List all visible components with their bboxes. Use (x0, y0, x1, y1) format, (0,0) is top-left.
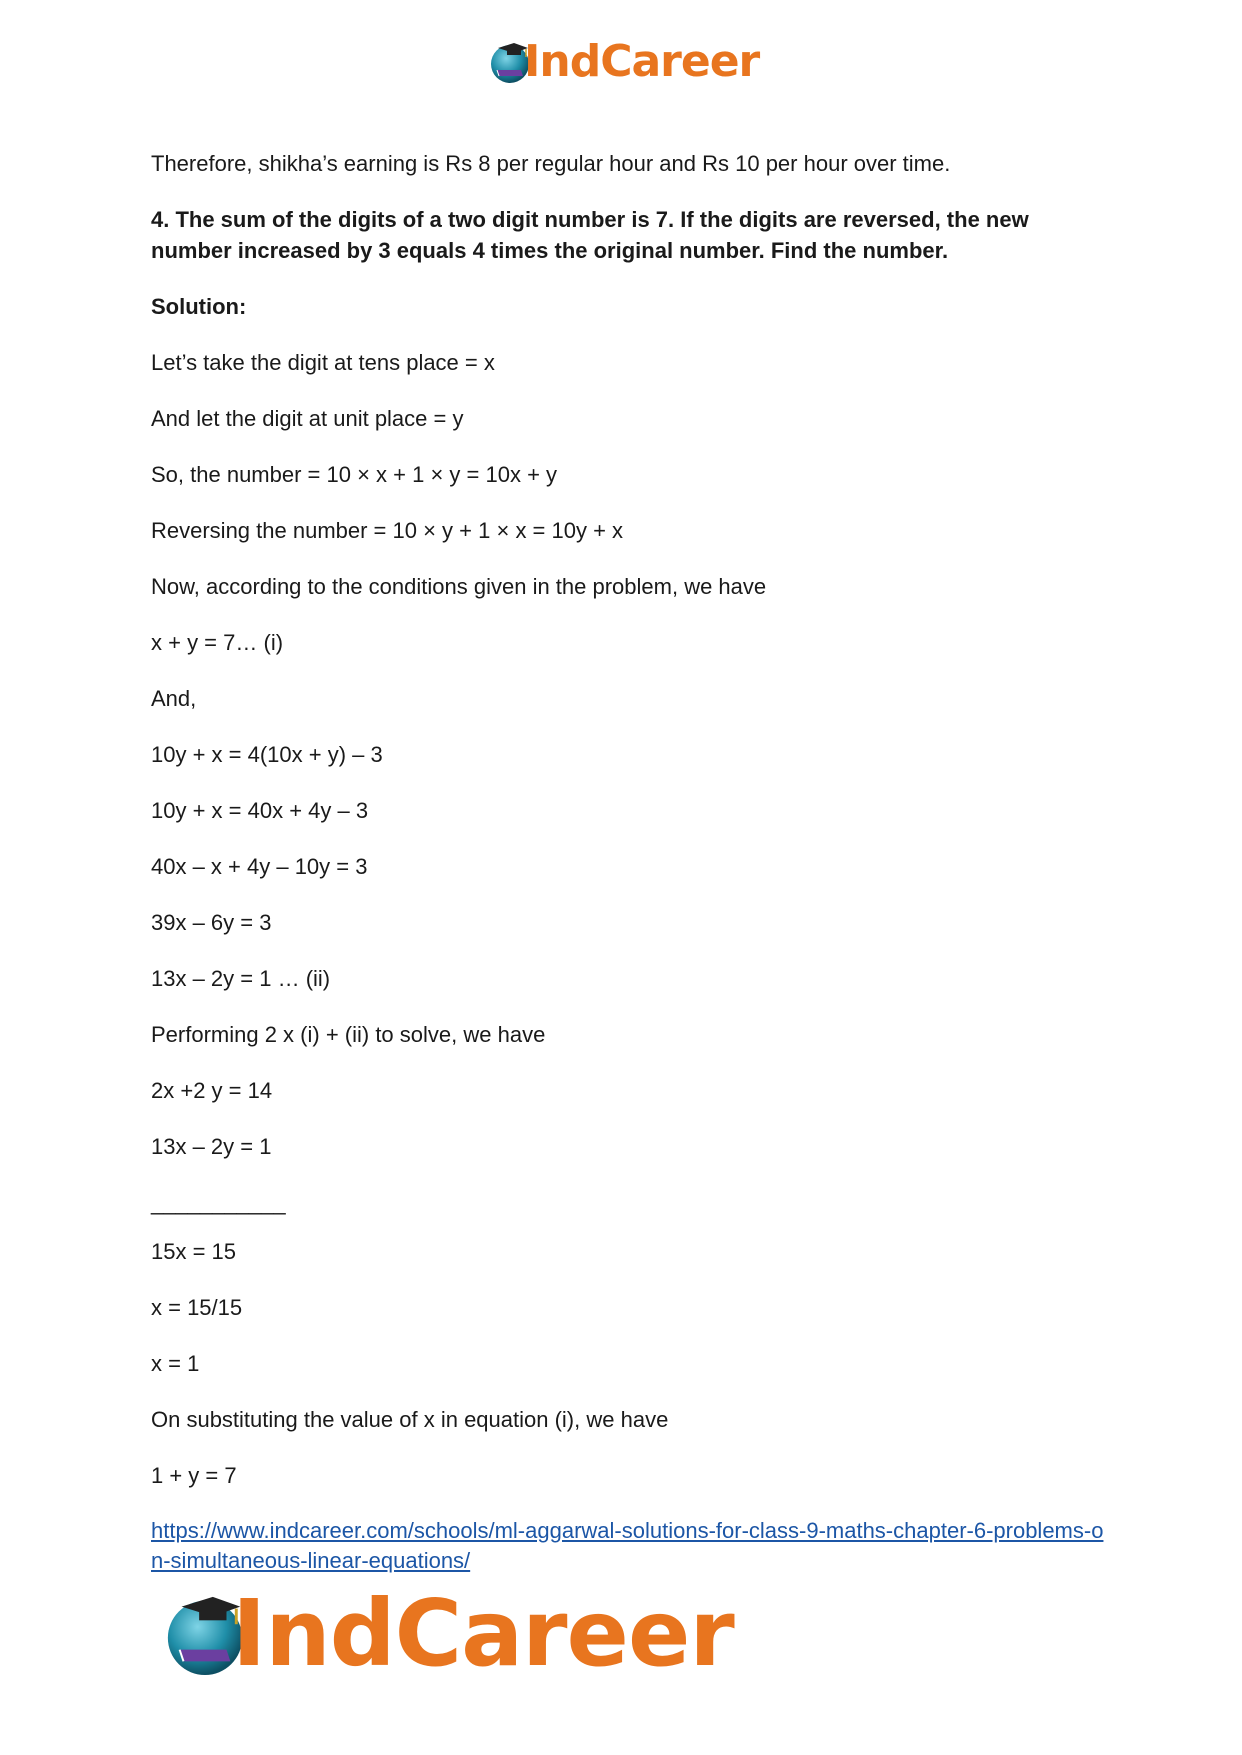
brand-name: IndCareer (524, 36, 760, 87)
solution-line: 39x – 6y = 3 (151, 910, 272, 935)
source-link[interactable]: https://www.indcareer.com/schools/ml-aggarwal-solutions-for-class-9-maths-chapter-6-problems-on-simultaneous-linear-equations/ (151, 1518, 1104, 1573)
solution-line: x + y = 7… (i) (151, 630, 284, 655)
solution-line: 13x – 2y = 1 … (ii) (151, 966, 331, 991)
solution-line: And, (151, 686, 197, 711)
solution-line: 40x – x + 4y – 10y = 3 (151, 854, 368, 879)
question-text: 4. The sum of the digits of a two digit number is 7. If the digits are reversed, the new number increased by 3 equals 4 times the original number. Find the number. (151, 207, 1029, 263)
solution-line: 13x – 2y = 1 (151, 1134, 272, 1159)
brand-name: IndCareer (232, 1580, 734, 1687)
solution-line: 10y + x = 4(10x + y) – 3 (151, 742, 383, 767)
solution-line: 2x +2 y = 14 (151, 1078, 273, 1103)
solution-line: x = 15/15 (151, 1295, 243, 1320)
solution-line: Performing 2 x (i) + (ii) to solve, we have (151, 1022, 546, 1047)
solution-line: And let the digit at unit place = y (151, 406, 464, 431)
solution-line: So, the number = 10 × x + 1 × y = 10x + y (151, 462, 558, 487)
solution-line: Now, according to the conditions given in the problem, we have (151, 574, 767, 599)
footer-logo (162, 1580, 734, 1687)
intro-text: Therefore, shikha’s earning is Rs 8 per regular hour and Rs 10 per hour over time. (151, 151, 951, 176)
solution-line: 10y + x = 40x + 4y – 3 (151, 798, 369, 823)
solution-line: Let’s take the digit at tens place = x (151, 350, 495, 375)
solution-heading: Solution: (151, 294, 247, 319)
solution-line: On substituting the value of x in equation (i), we have (151, 1407, 669, 1432)
document-body (151, 148, 1111, 1576)
solution-line: 1 + y = 7 (151, 1463, 237, 1488)
header-logo (488, 36, 760, 87)
solution-line: Reversing the number = 10 × y + 1 × x = 10y + x (151, 518, 624, 543)
sum-divider: ___________ (151, 1190, 286, 1215)
solution-line: x = 1 (151, 1351, 200, 1376)
solution-line: 15x = 15 (151, 1239, 237, 1264)
